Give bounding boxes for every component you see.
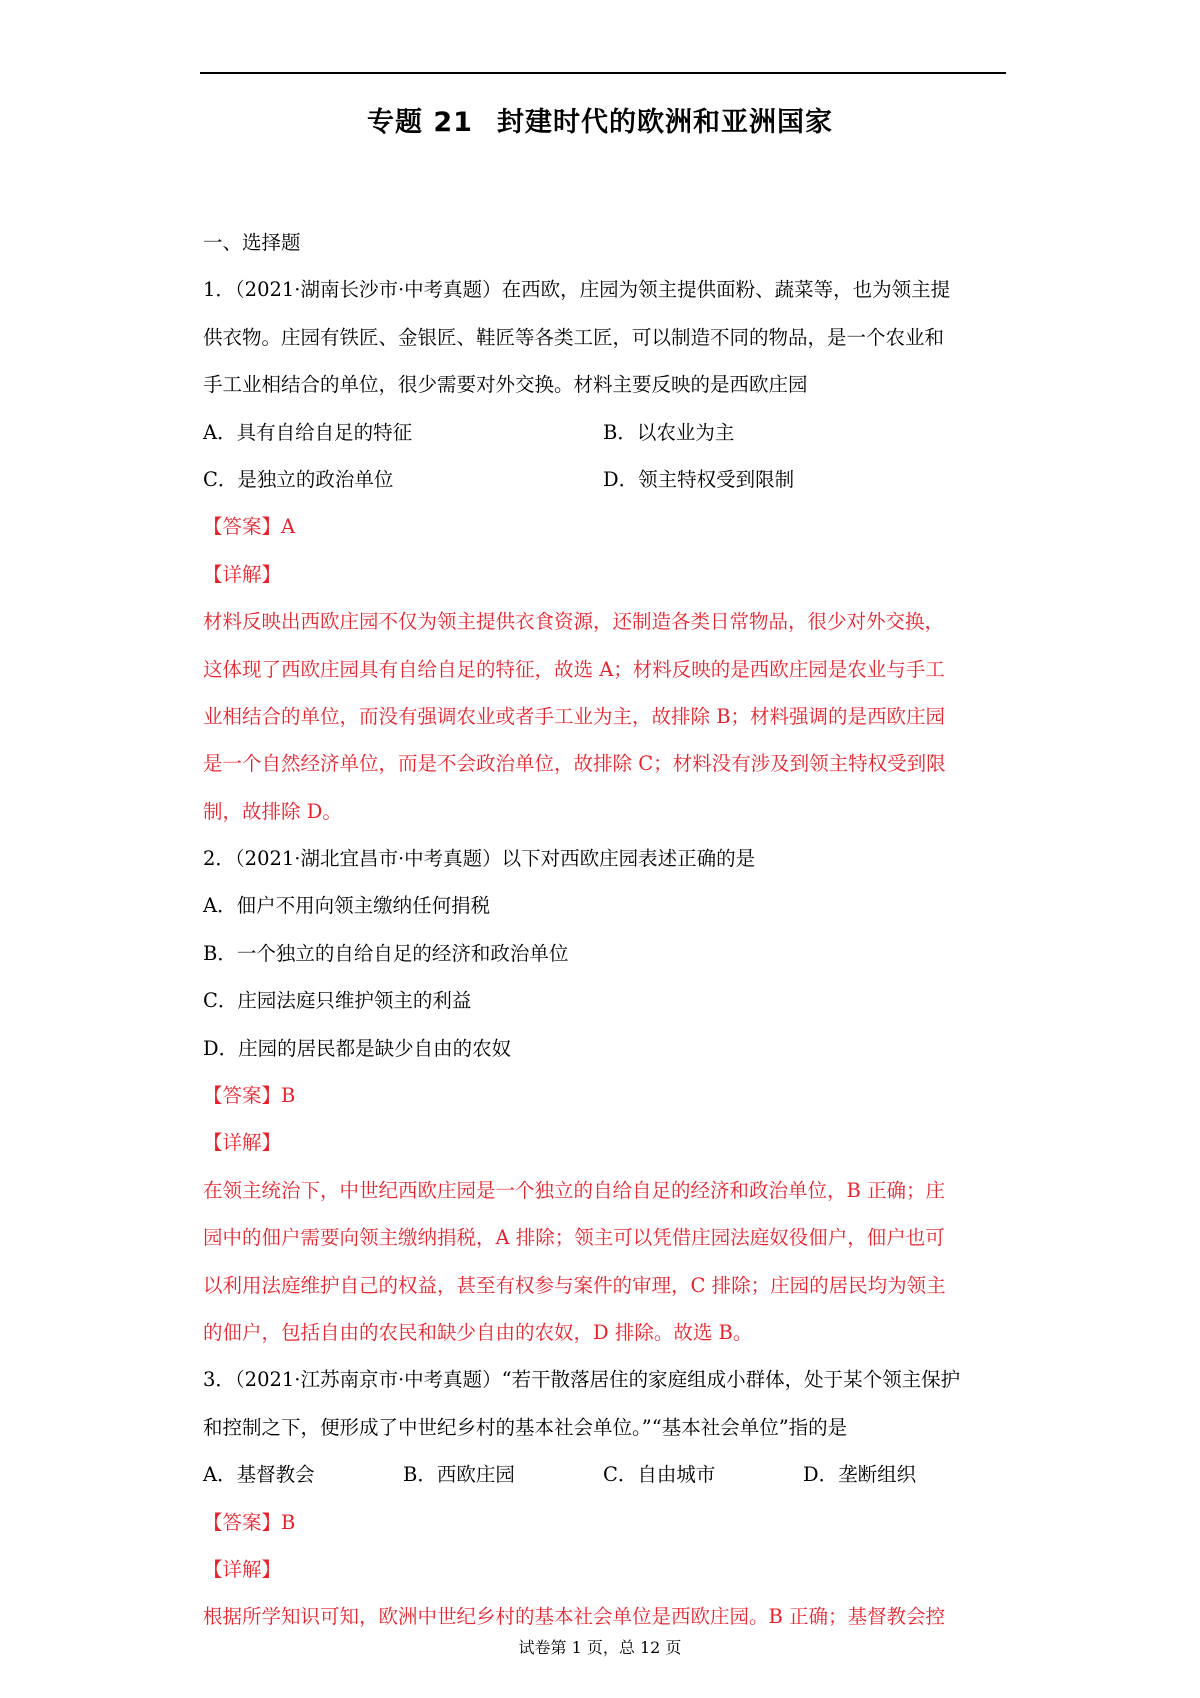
question-line: 供衣物。庄园有铁匠、金银匠、鞋匠等各类工匠，可以制造不同的物品，是一个农业和: [203, 325, 945, 349]
explanation-line: 制，故排除 D。: [203, 799, 342, 823]
detail-label: 【详解】: [203, 1131, 282, 1155]
question-line: 和控制之下，便形成了中世纪乡村的基本社会单位。”“基本社会单位”指的是: [203, 1415, 848, 1439]
option-b: B．西欧庄园: [403, 1463, 515, 1487]
explanation-line: 的佃户，包括自由的农民和缺少自由的农奴，D 排除。故选 B。: [203, 1320, 753, 1344]
answer: 【答案】A: [203, 515, 296, 539]
question-line: 3．（2021·江苏南京市·中考真题）“若干散落居住的家庭组成小群体，处于某个领主保护: [203, 1368, 961, 1392]
header-rule: [200, 72, 1006, 74]
option-row: [203, 1451, 1003, 1498]
option-a: A．具有自给自足的特征: [203, 420, 413, 444]
option-c: C．自由城市: [603, 1463, 716, 1487]
title-text: 封建时代的欧洲和亚洲国家: [496, 107, 833, 138]
option-d: D．领主特权受到限制: [603, 467, 795, 491]
question-line: 2．（2021·湖北宜昌市·中考真题）以下对西欧庄园表述正确的是: [203, 847, 756, 871]
question-content: [203, 219, 1003, 1641]
question-line: 手工业相结合的单位，很少需要对外交换。材料主要反映的是西欧庄园: [203, 373, 808, 397]
option-c: C．庄园法庭只维护领主的利益: [203, 989, 472, 1013]
explanation-line: 业相结合的单位，而没有强调农业或者手工业为主，故排除 B；材料强调的是西欧庄园: [203, 704, 946, 728]
option-row: [203, 456, 1003, 503]
option-b: B．一个独立的自给自足的经济和政治单位: [203, 941, 569, 965]
explanation-line: 这体现了西欧庄园具有自给自足的特征，故选 A；材料反映的是西欧庄园是农业与手工: [203, 657, 945, 681]
detail-label: 【详解】: [203, 1557, 282, 1581]
explanation-line: 是一个自然经济单位，而是不会政治单位，故排除 C；材料没有涉及到领主特权受到限: [203, 752, 946, 776]
page-title: [0, 100, 1200, 139]
answer: 【答案】B: [203, 1084, 296, 1108]
option-b: B．以农业为主: [603, 420, 735, 444]
option-d: D．庄园的居民都是缺少自由的农奴: [203, 1036, 512, 1060]
section-heading: 一、选择题: [203, 231, 301, 254]
option-c: C．是独立的政治单位: [203, 467, 394, 491]
explanation-line: 以利用法庭维护自己的权益，甚至有权参与案件的审理，C 排除；庄园的居民均为领主: [203, 1273, 946, 1297]
question-1: [203, 266, 1003, 835]
question-2: [203, 835, 1003, 1356]
explanation-line: 在领主统治下，中世纪西欧庄园是一个独立的自给自足的经济和政治单位，B 正确；庄: [203, 1178, 946, 1202]
explanation-line: 根据所学知识可知，欧洲中世纪乡村的基本社会单位是西欧庄园。B 正确；基督教会控: [203, 1605, 946, 1629]
detail-label: 【详解】: [203, 562, 282, 586]
option-row: [203, 409, 1003, 456]
option-d: D．垄断组织: [803, 1463, 917, 1487]
page-footer: 试卷第 1 页，总 12 页: [518, 1638, 682, 1657]
option-a: A．佃户不用向领主缴纳任何捐税: [203, 894, 491, 918]
title-prefix: 专题 21: [367, 107, 473, 138]
option-a: A．基督教会: [203, 1463, 315, 1487]
explanation-line: 材料反映出西欧庄园不仅为领主提供衣食资源，还制造各类日常物品，很少对外交换，: [203, 610, 945, 634]
question-3: [203, 1356, 1003, 1640]
explanation-line: 园中的佃户需要向领主缴纳捐税，A 排除；领主可以凭借庄园法庭奴役佃户，佃户也可: [203, 1226, 945, 1250]
question-line: 1．（2021·湖南长沙市·中考真题）在西欧，庄园为领主提供面粉、蔬菜等，也为领主提: [203, 278, 951, 302]
answer: 【答案】B: [203, 1510, 296, 1534]
